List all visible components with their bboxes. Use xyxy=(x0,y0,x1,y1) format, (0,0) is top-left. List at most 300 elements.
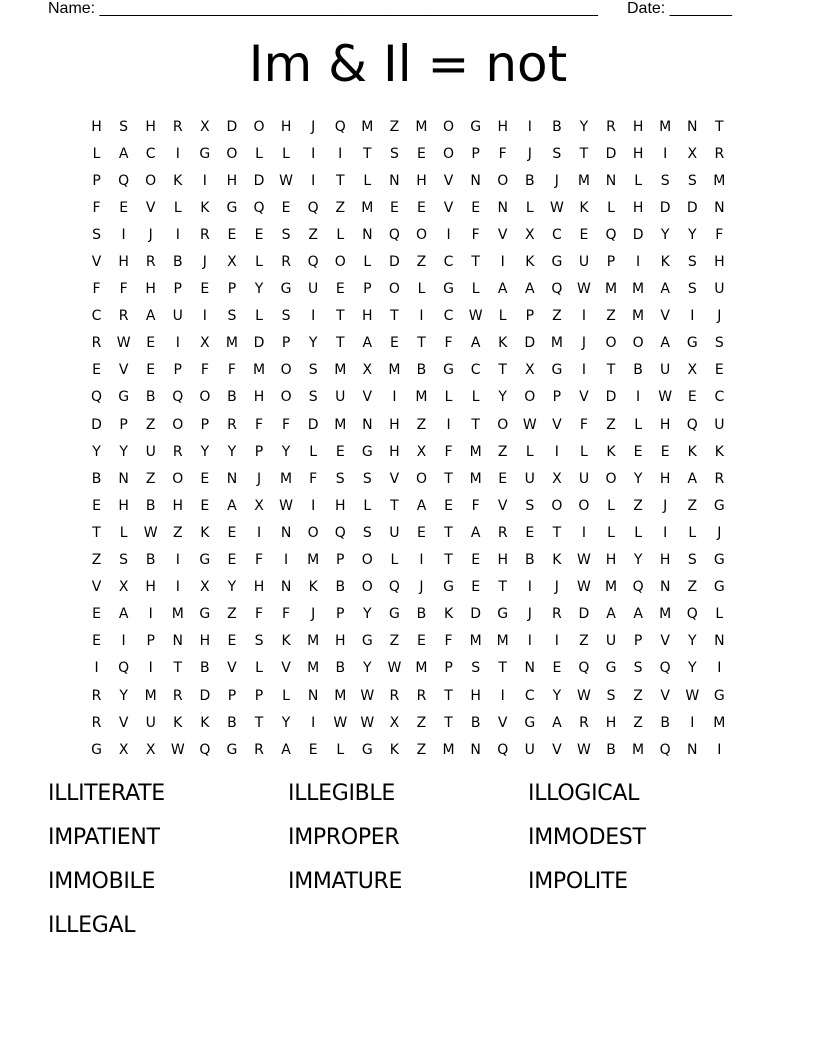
word-list-item: IMMATURE xyxy=(288,869,403,894)
grid-letter: I xyxy=(121,633,126,650)
grid-letter: E xyxy=(417,633,426,650)
grid-letter: R xyxy=(254,741,264,758)
grid-letter: F xyxy=(200,362,209,379)
grid-letter: G xyxy=(199,552,211,569)
grid-letter: O xyxy=(361,552,373,569)
grid-letter: Q xyxy=(632,579,644,596)
grid-letter: F xyxy=(92,199,101,216)
grid-letter: Y xyxy=(498,389,507,406)
grid-letter: Z xyxy=(552,308,562,325)
grid-letter: S xyxy=(254,633,264,650)
grid-letter: B xyxy=(145,389,156,406)
grid-letter: H xyxy=(632,118,644,135)
grid-letter: O xyxy=(361,579,373,596)
grid-row xyxy=(83,492,733,519)
grid-letter: V xyxy=(660,687,670,704)
grid-letter: N xyxy=(497,199,508,216)
grid-letter: A xyxy=(145,308,156,325)
grid-letter: G xyxy=(361,741,373,758)
grid-letter: E xyxy=(200,470,210,487)
grid-letter: Q xyxy=(578,660,590,677)
grid-letter: E xyxy=(92,606,101,623)
grid-letter: S xyxy=(660,172,670,189)
grid-letter: J xyxy=(663,497,668,514)
grid-letter: H xyxy=(605,714,617,731)
grid-letter: E xyxy=(308,741,318,758)
grid-letter: E xyxy=(444,497,453,514)
grid-letter: X xyxy=(254,497,264,514)
grid-letter: F xyxy=(254,416,264,433)
grid-letter: F xyxy=(92,281,101,298)
grid-letter: L xyxy=(336,741,345,758)
grid-letter: T xyxy=(173,660,183,677)
grid-letter: K xyxy=(552,552,562,569)
grid-letter: L xyxy=(580,443,588,460)
grid-letter: N xyxy=(659,579,671,596)
grid-letter: H xyxy=(389,443,400,460)
grid-letter: L xyxy=(607,524,615,541)
grid-letter: V xyxy=(497,226,508,243)
grid-letter: M xyxy=(334,687,347,704)
grid-letter: Y xyxy=(363,660,372,677)
grid-letter: L xyxy=(498,308,507,325)
grid-letter: O xyxy=(497,172,509,189)
grid-row xyxy=(83,438,733,465)
grid-letter: L xyxy=(119,524,128,541)
grid-letter: E xyxy=(417,199,426,216)
grid-letter: L xyxy=(282,687,290,704)
grid-letter: H xyxy=(714,254,725,271)
grid-row xyxy=(83,330,733,357)
grid-letter: J xyxy=(527,145,532,162)
grid-letter: A xyxy=(497,281,508,298)
grid-letter: M xyxy=(632,308,645,325)
grid-letter: L xyxy=(92,145,101,162)
grid-letter: H xyxy=(497,552,508,569)
grid-letter: D xyxy=(578,606,590,623)
grid-letter: I xyxy=(554,633,559,650)
grid-letter: S xyxy=(308,362,318,379)
grid-letter: S xyxy=(335,470,345,487)
grid-letter: L xyxy=(363,172,372,189)
grid-letter: U xyxy=(578,254,590,271)
grid-letter: Q xyxy=(307,199,319,216)
grid-letter: F xyxy=(282,606,291,623)
grid-letter: I xyxy=(311,497,316,514)
grid-letter: N xyxy=(470,172,481,189)
grid-letter: E xyxy=(687,389,697,406)
grid-letter: O xyxy=(145,172,157,189)
grid-letter: T xyxy=(363,145,372,162)
grid-letter: E xyxy=(146,335,156,352)
grid-letter: W xyxy=(577,552,591,569)
grid-letter: I xyxy=(527,633,532,650)
grid-letter: H xyxy=(659,552,671,569)
grid-letter: I xyxy=(311,145,316,162)
grid-letter: X xyxy=(118,741,129,758)
grid-letter: I xyxy=(636,389,641,406)
grid-letter: Q xyxy=(253,199,265,216)
grid-letter: I xyxy=(446,416,451,433)
grid-letter: I xyxy=(527,118,532,135)
grid-letter: L xyxy=(255,660,263,677)
grid-letter: N xyxy=(389,172,400,189)
grid-letter: W xyxy=(360,687,375,704)
grid-letter: B xyxy=(416,362,427,379)
grid-letter: D xyxy=(199,687,211,704)
grid-letter: Z xyxy=(308,226,318,243)
grid-letter: E xyxy=(417,524,426,541)
grid-letter: Z xyxy=(497,443,508,460)
grid-letter: E xyxy=(119,199,129,216)
grid-letter: T xyxy=(417,335,426,352)
grid-letter: H xyxy=(172,497,184,514)
grid-letter: F xyxy=(444,335,453,352)
grid-letter: H xyxy=(416,172,427,189)
grid-letter: F xyxy=(444,633,453,650)
grid-letter: R xyxy=(497,524,508,541)
grid-letter: I xyxy=(527,579,532,596)
grid-letter: B xyxy=(552,118,562,135)
grid-letter: J xyxy=(311,118,316,135)
grid-letter: L xyxy=(634,524,642,541)
grid-letter: V xyxy=(91,579,102,596)
grid-letter: B xyxy=(172,254,183,271)
grid-letter: M xyxy=(604,579,618,596)
grid-letter: P xyxy=(552,389,562,406)
grid-letter: H xyxy=(334,497,346,514)
grid-letter: B xyxy=(416,606,427,623)
grid-letter: G xyxy=(686,335,698,352)
grid-letter: H xyxy=(659,470,671,487)
grid-letter: K xyxy=(308,579,318,596)
grid-letter: O xyxy=(605,470,617,487)
grid-letter: M xyxy=(361,199,374,216)
grid-letter: V xyxy=(389,470,400,487)
grid-row xyxy=(83,276,733,303)
grid-letter: J xyxy=(581,335,587,352)
grid-letter: I xyxy=(202,172,207,189)
grid-letter: I xyxy=(554,443,559,460)
grid-letter: B xyxy=(660,714,670,731)
grid-letter: K xyxy=(714,443,724,460)
grid-letter: G xyxy=(524,714,536,731)
grid-letter: H xyxy=(226,172,238,189)
grid-letter: X xyxy=(200,579,210,596)
grid-letter: Z xyxy=(633,714,643,731)
grid-letter: P xyxy=(336,552,345,569)
grid-letter: E xyxy=(660,443,670,460)
grid-letter: E xyxy=(389,335,399,352)
grid-letter: Y xyxy=(227,443,237,460)
grid-letter: N xyxy=(524,660,536,677)
grid-letter: M xyxy=(252,362,266,379)
grid-letter: L xyxy=(634,416,642,433)
grid-letter: P xyxy=(281,335,291,352)
grid-letter: W xyxy=(577,687,591,704)
grid-letter: I xyxy=(175,226,180,243)
grid-letter: G xyxy=(551,254,563,271)
grid-letter: K xyxy=(498,335,508,352)
grid-letter: W xyxy=(685,687,700,704)
grid-letter: W xyxy=(577,579,591,596)
grid-letter: E xyxy=(552,660,562,677)
grid-letter: D xyxy=(226,118,238,135)
grid-letter: D xyxy=(253,172,265,189)
grid-letter: C xyxy=(470,362,481,379)
grid-letter: E xyxy=(471,552,481,569)
grid-letter: M xyxy=(713,714,726,731)
grid-letter: K xyxy=(173,714,183,731)
grid-letter: S xyxy=(606,687,616,704)
grid-letter: L xyxy=(255,145,263,162)
grid-letter: V xyxy=(145,199,156,216)
grid-letter: V xyxy=(660,633,670,650)
grid-letter: V xyxy=(552,416,562,433)
grid-letter: R xyxy=(172,687,183,704)
grid-letter: F xyxy=(119,281,128,298)
grid-letter: V xyxy=(227,660,237,677)
grid-letter: S xyxy=(525,497,535,514)
grid-letter: X xyxy=(389,714,400,731)
grid-letter: L xyxy=(336,226,345,243)
grid-letter: I xyxy=(500,254,505,271)
grid-letter: D xyxy=(605,145,617,162)
grid-letter: Z xyxy=(227,606,237,623)
grid-letter: G xyxy=(361,633,373,650)
grid-letter: V xyxy=(281,660,291,677)
grid-letter: A xyxy=(118,606,129,623)
grid-letter: Z xyxy=(416,416,427,433)
grid-letter: V xyxy=(579,389,589,406)
grid-letter: M xyxy=(659,606,672,623)
grid-row xyxy=(83,601,733,628)
grid-letter: S xyxy=(227,308,237,325)
grid-letter: O xyxy=(443,118,455,135)
grid-letter: S xyxy=(552,145,562,162)
grid-letter: P xyxy=(471,145,480,162)
grid-letter: M xyxy=(469,443,482,460)
grid-letter: A xyxy=(362,335,373,352)
grid-letter: B xyxy=(633,362,643,379)
grid-letter: Z xyxy=(145,416,156,433)
grid-letter: U xyxy=(714,281,725,298)
grid-letter: K xyxy=(443,606,454,623)
grid-letter: X xyxy=(200,118,210,135)
grid-letter: B xyxy=(524,552,535,569)
grid-letter: M xyxy=(225,335,238,352)
grid-letter: O xyxy=(226,145,238,162)
grid-letter: O xyxy=(307,524,319,541)
grid-letter: R xyxy=(579,714,589,731)
grid-letter: Z xyxy=(579,633,589,650)
grid-letter: D xyxy=(91,416,102,433)
grid-letter: U xyxy=(335,389,346,406)
grid-letter: S xyxy=(687,254,697,271)
grid-letter: C xyxy=(714,389,725,406)
grid-letter: Z xyxy=(606,416,616,433)
grid-letter: T xyxy=(390,497,399,514)
grid-letter: Y xyxy=(633,470,643,487)
grid-letter: D xyxy=(659,199,671,216)
grid-letter: P xyxy=(92,172,101,189)
grid-letter: I xyxy=(446,226,451,243)
grid-letter: H xyxy=(118,497,129,514)
grid-letter: D xyxy=(253,335,265,352)
grid-letter: R xyxy=(91,714,102,731)
grid-letter: A xyxy=(525,281,535,298)
grid-letter: V xyxy=(497,714,508,731)
grid-letter: K xyxy=(579,199,589,216)
grid-letter: E xyxy=(227,633,237,650)
grid-letter: Q xyxy=(659,741,671,758)
grid-letter: R xyxy=(416,687,427,704)
grid-letter: Q xyxy=(659,660,671,677)
grid-letter: W xyxy=(116,335,131,352)
grid-letter: N xyxy=(172,633,184,650)
grid-letter: W xyxy=(522,416,537,433)
grid-letter: H xyxy=(497,118,508,135)
grid-letter: X xyxy=(524,362,535,379)
word-list-item: IMPOLITE xyxy=(528,869,628,894)
grid-letter: V xyxy=(91,254,102,271)
grid-letter: S xyxy=(389,145,399,162)
grid-letter: E xyxy=(389,199,399,216)
grid-letter: W xyxy=(333,714,348,731)
grid-letter: Y xyxy=(687,226,697,243)
grid-letter: X xyxy=(524,226,535,243)
grid-letter: G xyxy=(497,606,509,623)
grid-letter: K xyxy=(173,172,183,189)
grid-letter: M xyxy=(713,172,726,189)
grid-letter: A xyxy=(660,281,670,298)
grid-letter: L xyxy=(309,443,318,460)
grid-letter: H xyxy=(280,118,292,135)
grid-letter: I xyxy=(663,524,668,541)
grid-row xyxy=(83,194,733,221)
grid-letter: V xyxy=(552,741,562,758)
grid-letter: K xyxy=(660,254,670,271)
grid-letter: B xyxy=(335,660,346,677)
grid-letter: F xyxy=(309,470,318,487)
grid-letter: F xyxy=(715,226,724,243)
grid-letter: Y xyxy=(119,443,128,460)
grid-letter: G xyxy=(605,660,617,677)
grid-letter: K xyxy=(281,633,291,650)
grid-letter: U xyxy=(145,443,156,460)
grid-letter: Y xyxy=(687,660,697,677)
grid-letter: L xyxy=(255,254,263,271)
grid-letter: O xyxy=(605,335,617,352)
grid-letter: N xyxy=(362,226,373,243)
grid-letter: E xyxy=(579,226,589,243)
grid-letter: S xyxy=(308,389,318,406)
grid-letter: U xyxy=(172,308,183,325)
grid-letter: E xyxy=(200,497,210,514)
grid-letter: M xyxy=(361,118,374,135)
grid-letter: M xyxy=(632,281,645,298)
grid-letter: S xyxy=(362,470,372,487)
grid-letter: M xyxy=(388,362,401,379)
grid-letter: B xyxy=(524,172,535,189)
grid-letter: H xyxy=(632,145,644,162)
grid-letter: F xyxy=(254,606,264,623)
letter-grid xyxy=(83,113,733,763)
grid-letter: I xyxy=(256,524,262,541)
grid-letter: B xyxy=(227,714,237,731)
grid-letter: Y xyxy=(119,687,128,704)
grid-letter: E xyxy=(335,281,345,298)
grid-row xyxy=(83,140,733,167)
grid-letter: O xyxy=(524,389,536,406)
grid-letter: G xyxy=(443,579,454,596)
grid-letter: L xyxy=(417,281,426,298)
grid-letter: H xyxy=(118,254,129,271)
grid-letter: O xyxy=(280,389,292,406)
grid-letter: C xyxy=(551,226,562,243)
grid-letter: Z xyxy=(633,497,643,514)
grid-letter: S xyxy=(714,335,724,352)
grid-letter: Q xyxy=(91,389,103,406)
grid-letter: Z xyxy=(633,687,643,704)
grid-letter: N xyxy=(687,741,698,758)
grid-letter: T xyxy=(335,308,345,325)
grid-letter: D xyxy=(605,389,617,406)
grid-letter: R xyxy=(389,687,400,704)
grid-letter: Y xyxy=(227,579,237,596)
grid-letter: O xyxy=(172,416,184,433)
grid-letter: T xyxy=(498,579,507,596)
grid-letter: Y xyxy=(687,633,697,650)
grid-letter: H xyxy=(145,118,156,135)
grid-letter: T xyxy=(390,308,399,325)
grid-letter: U xyxy=(578,470,590,487)
grid-letter: G xyxy=(470,118,482,135)
grid-letter: R xyxy=(227,416,237,433)
grid-letter: I xyxy=(175,145,180,162)
grid-row xyxy=(83,384,733,411)
header xyxy=(48,0,748,20)
grid-letter: R xyxy=(91,335,102,352)
grid-letter: G xyxy=(91,741,102,758)
grid-letter: E xyxy=(498,470,508,487)
grid-letter: L xyxy=(688,524,697,541)
grid-letter: M xyxy=(550,335,563,352)
grid-letter: N xyxy=(226,470,238,487)
grid-letter: F xyxy=(579,416,588,433)
grid-letter: U xyxy=(524,470,535,487)
grid-letter: I xyxy=(581,524,587,541)
grid-letter: R xyxy=(714,145,725,162)
grid-letter: H xyxy=(389,416,400,433)
grid-letter: K xyxy=(606,443,616,460)
grid-letter: X xyxy=(118,579,129,596)
grid-letter: M xyxy=(469,470,482,487)
grid-letter: B xyxy=(335,579,346,596)
grid-letter: P xyxy=(173,281,182,298)
grid-letter: T xyxy=(552,524,562,541)
grid-letter: R xyxy=(91,687,102,704)
grid-letter: U xyxy=(145,714,156,731)
grid-letter: S xyxy=(687,552,697,569)
grid-letter: A xyxy=(227,497,237,514)
grid-letter: G xyxy=(388,606,400,623)
grid-letter: I xyxy=(284,552,289,569)
grid-letter: T xyxy=(715,118,724,135)
grid-letter: N xyxy=(714,633,725,650)
grid-letter: N xyxy=(362,416,373,433)
grid-letter: P xyxy=(525,308,535,325)
